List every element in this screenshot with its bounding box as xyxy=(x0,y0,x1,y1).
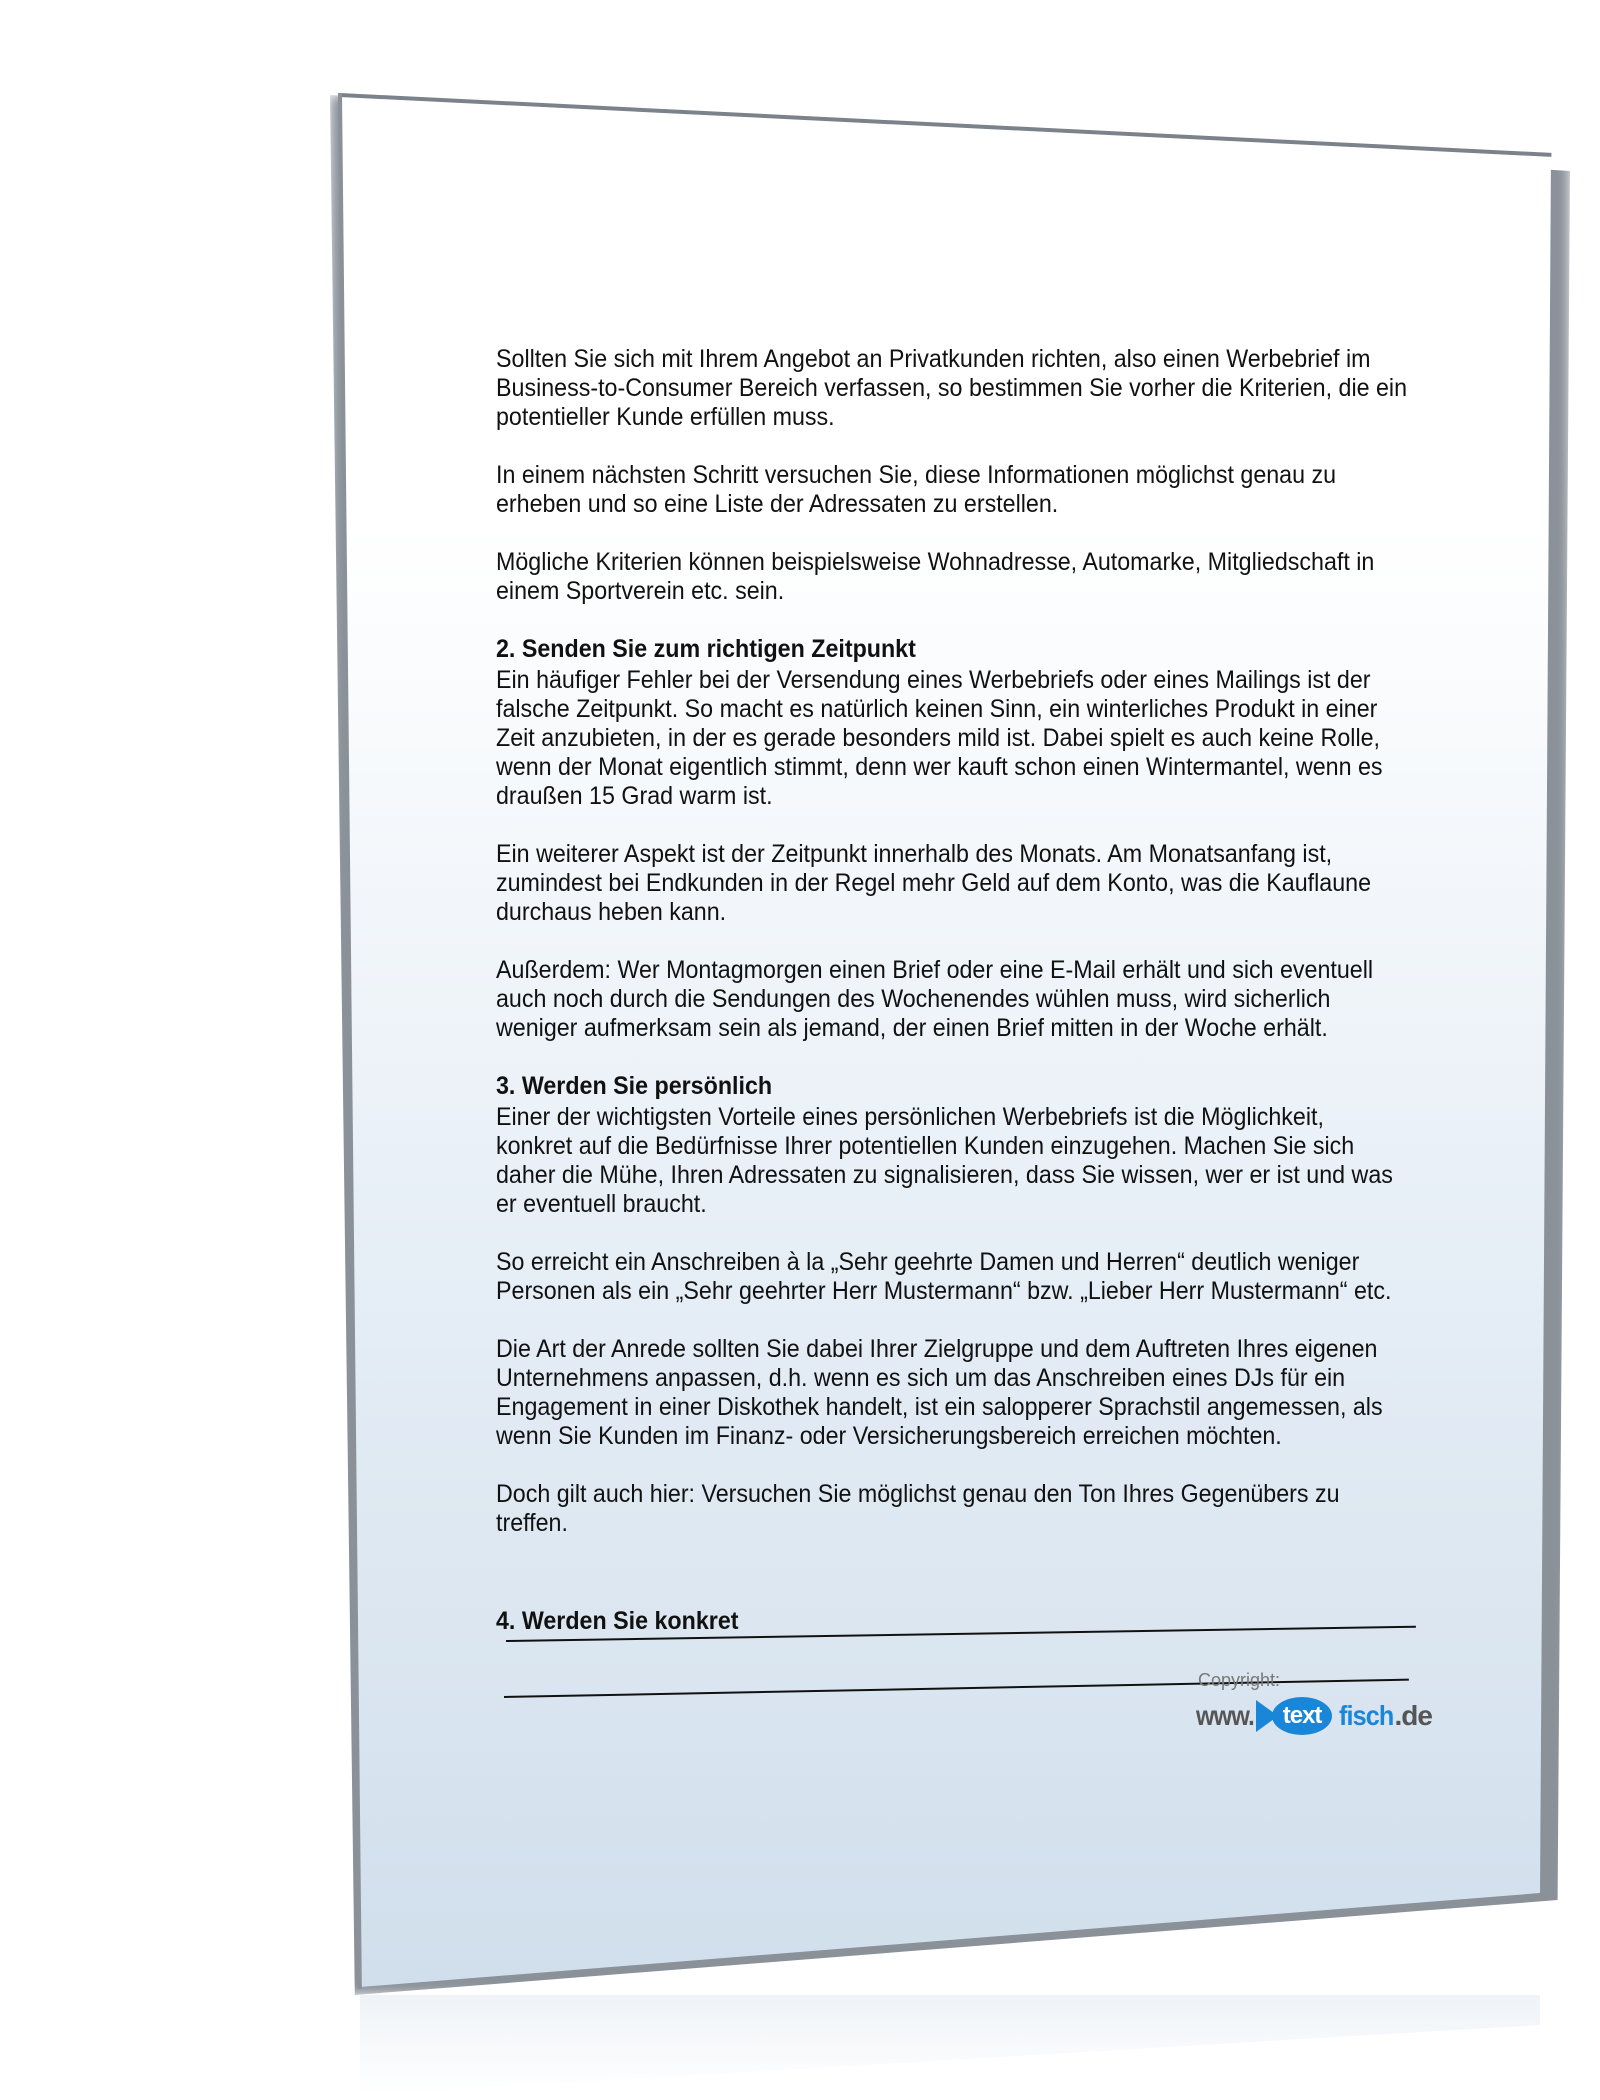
text-line: daher die Mühe, Ihren Adressaten zu signalisieren, dass Sie wissen, wer er ist und was xyxy=(496,1161,1393,1189)
section-heading xyxy=(496,1607,757,1636)
text-line: wenn Sie Kunden im Finanz- oder Versicherungsbereich erreichen möchten. xyxy=(496,1422,1282,1450)
paragraph xyxy=(496,1480,1403,1538)
text-line: durchaus heben kann. xyxy=(496,898,727,926)
text-line: potentieller Kunde erfüllen muss. xyxy=(496,403,835,431)
text-line: er eventuell braucht. xyxy=(496,1190,707,1218)
text-line: falsche Zeitpunkt. So macht es natürlich keinen Sinn, ein winterliches Produkt in einer xyxy=(496,695,1378,723)
text-line: Einer der wichtigsten Vorteile eines persönlichen Werbebriefs ist die Möglichkeit, xyxy=(496,1103,1324,1131)
text-line: In einem nächsten Schritt versuchen Sie, diese Informationen möglichst genau zu xyxy=(496,461,1337,489)
section-heading xyxy=(496,635,947,664)
text-line: einem Sportverein etc. sein. xyxy=(496,577,785,605)
paragraph xyxy=(496,666,1449,811)
text-line: Personen als ein „Sehr geehrter Herr Mustermann“ bzw. „Lieber Herr Mustermann“ etc. xyxy=(496,1277,1392,1305)
fish-icon xyxy=(1256,1696,1332,1736)
text-line: Mögliche Kriterien können beispielsweise Wohnadresse, Automarke, Mitgliedschaft in xyxy=(496,548,1375,576)
text-line: Zeit anzubieten, in der es gerade besonders mild ist. Dabei spielt es auch keine Rolle, xyxy=(496,724,1381,752)
text-line: Außerdem: Wer Montagmorgen einen Brief oder eine E-Mail erhält und sich eventuell xyxy=(496,956,1374,984)
text-line: 4. Werden Sie konkret xyxy=(496,1607,739,1635)
text-line: Ein häufiger Fehler bei der Versendung eines Werbebriefs oder eines Mailings ist der xyxy=(496,666,1371,694)
text-line: treffen. xyxy=(496,1509,568,1537)
text-line: Business-to-Consumer Bereich verfassen, so bestimmen Sie vorher die Kriterien, die ein xyxy=(496,374,1408,402)
logo-fisch: fisch xyxy=(1339,1700,1394,1731)
text-line: erheben und so eine Liste der Adressaten zu erstellen. xyxy=(496,490,1059,518)
text-line: draußen 15 Grad warm ist. xyxy=(496,782,773,810)
textfisch-logo xyxy=(1196,1694,1432,1738)
page-reflection xyxy=(360,1995,1540,2095)
text-line: Sollten Sie sich mit Ihrem Angebot an Privatkunden richten, also einen Werbebrief im xyxy=(496,345,1371,373)
text-line: Ein weiterer Aspekt ist der Zeitpunkt innerhalb des Monats. Am Monatsanfang ist, xyxy=(496,840,1333,868)
logo-text: text xyxy=(1272,1697,1332,1735)
text-line: auch noch durch die Sendungen des Wochenendes wühlen muss, wird sicherlich xyxy=(496,985,1331,1013)
logo-www: www. xyxy=(1196,1700,1254,1731)
text-line: weniger aufmerksam sein als jemand, der einen Brief mitten in der Woche erhält. xyxy=(496,1014,1328,1042)
paragraph xyxy=(496,1248,1459,1306)
paragraph xyxy=(496,461,1399,519)
paragraph xyxy=(496,840,1437,927)
copyright-label: Copyright: xyxy=(1198,1670,1281,1690)
text-line: Die Art der Anrede sollten Sie dabei Ihrer Zielgruppe und dem Auftreten Ihres eigenen xyxy=(496,1335,1378,1363)
text-line: Engagement in einer Diskothek handelt, ist ein salopperer Sprachstil angemessen, als xyxy=(496,1393,1383,1421)
section-heading xyxy=(496,1072,793,1101)
text-line: 2. Senden Sie zum richtigen Zeitpunkt xyxy=(496,635,916,663)
paragraph xyxy=(496,1103,1460,1219)
text-line: Doch gilt auch hier: Versuchen Sie möglichst genau den Ton Ihres Gegenübers zu xyxy=(496,1480,1340,1508)
logo-de: .de xyxy=(1394,1700,1432,1731)
text-line: zumindest bei Endkunden in der Regel mehr Geld auf dem Konto, was die Kauflaune xyxy=(496,869,1371,897)
paragraph xyxy=(496,548,1440,606)
text-line: So erreicht ein Anschreiben à la „Sehr geehrte Damen und Herren“ deutlich weniger xyxy=(496,1248,1360,1276)
text-line: Unternehmens anpassen, d.h. wenn es sich um das Anschreiben eines DJs für ein xyxy=(496,1364,1346,1392)
paragraph xyxy=(496,345,1476,432)
text-line: wenn der Monat eigentlich stimmt, denn wer kauft schon einen Wintermantel, wenn es xyxy=(496,753,1383,781)
paragraph xyxy=(496,956,1439,1043)
text-line: 3. Werden Sie persönlich xyxy=(496,1072,773,1100)
paragraph xyxy=(496,1335,1449,1451)
text-line: konkret auf die Bedürfnisse Ihrer potentiellen Kunden einzugehen. Machen Sie sich xyxy=(496,1132,1355,1160)
